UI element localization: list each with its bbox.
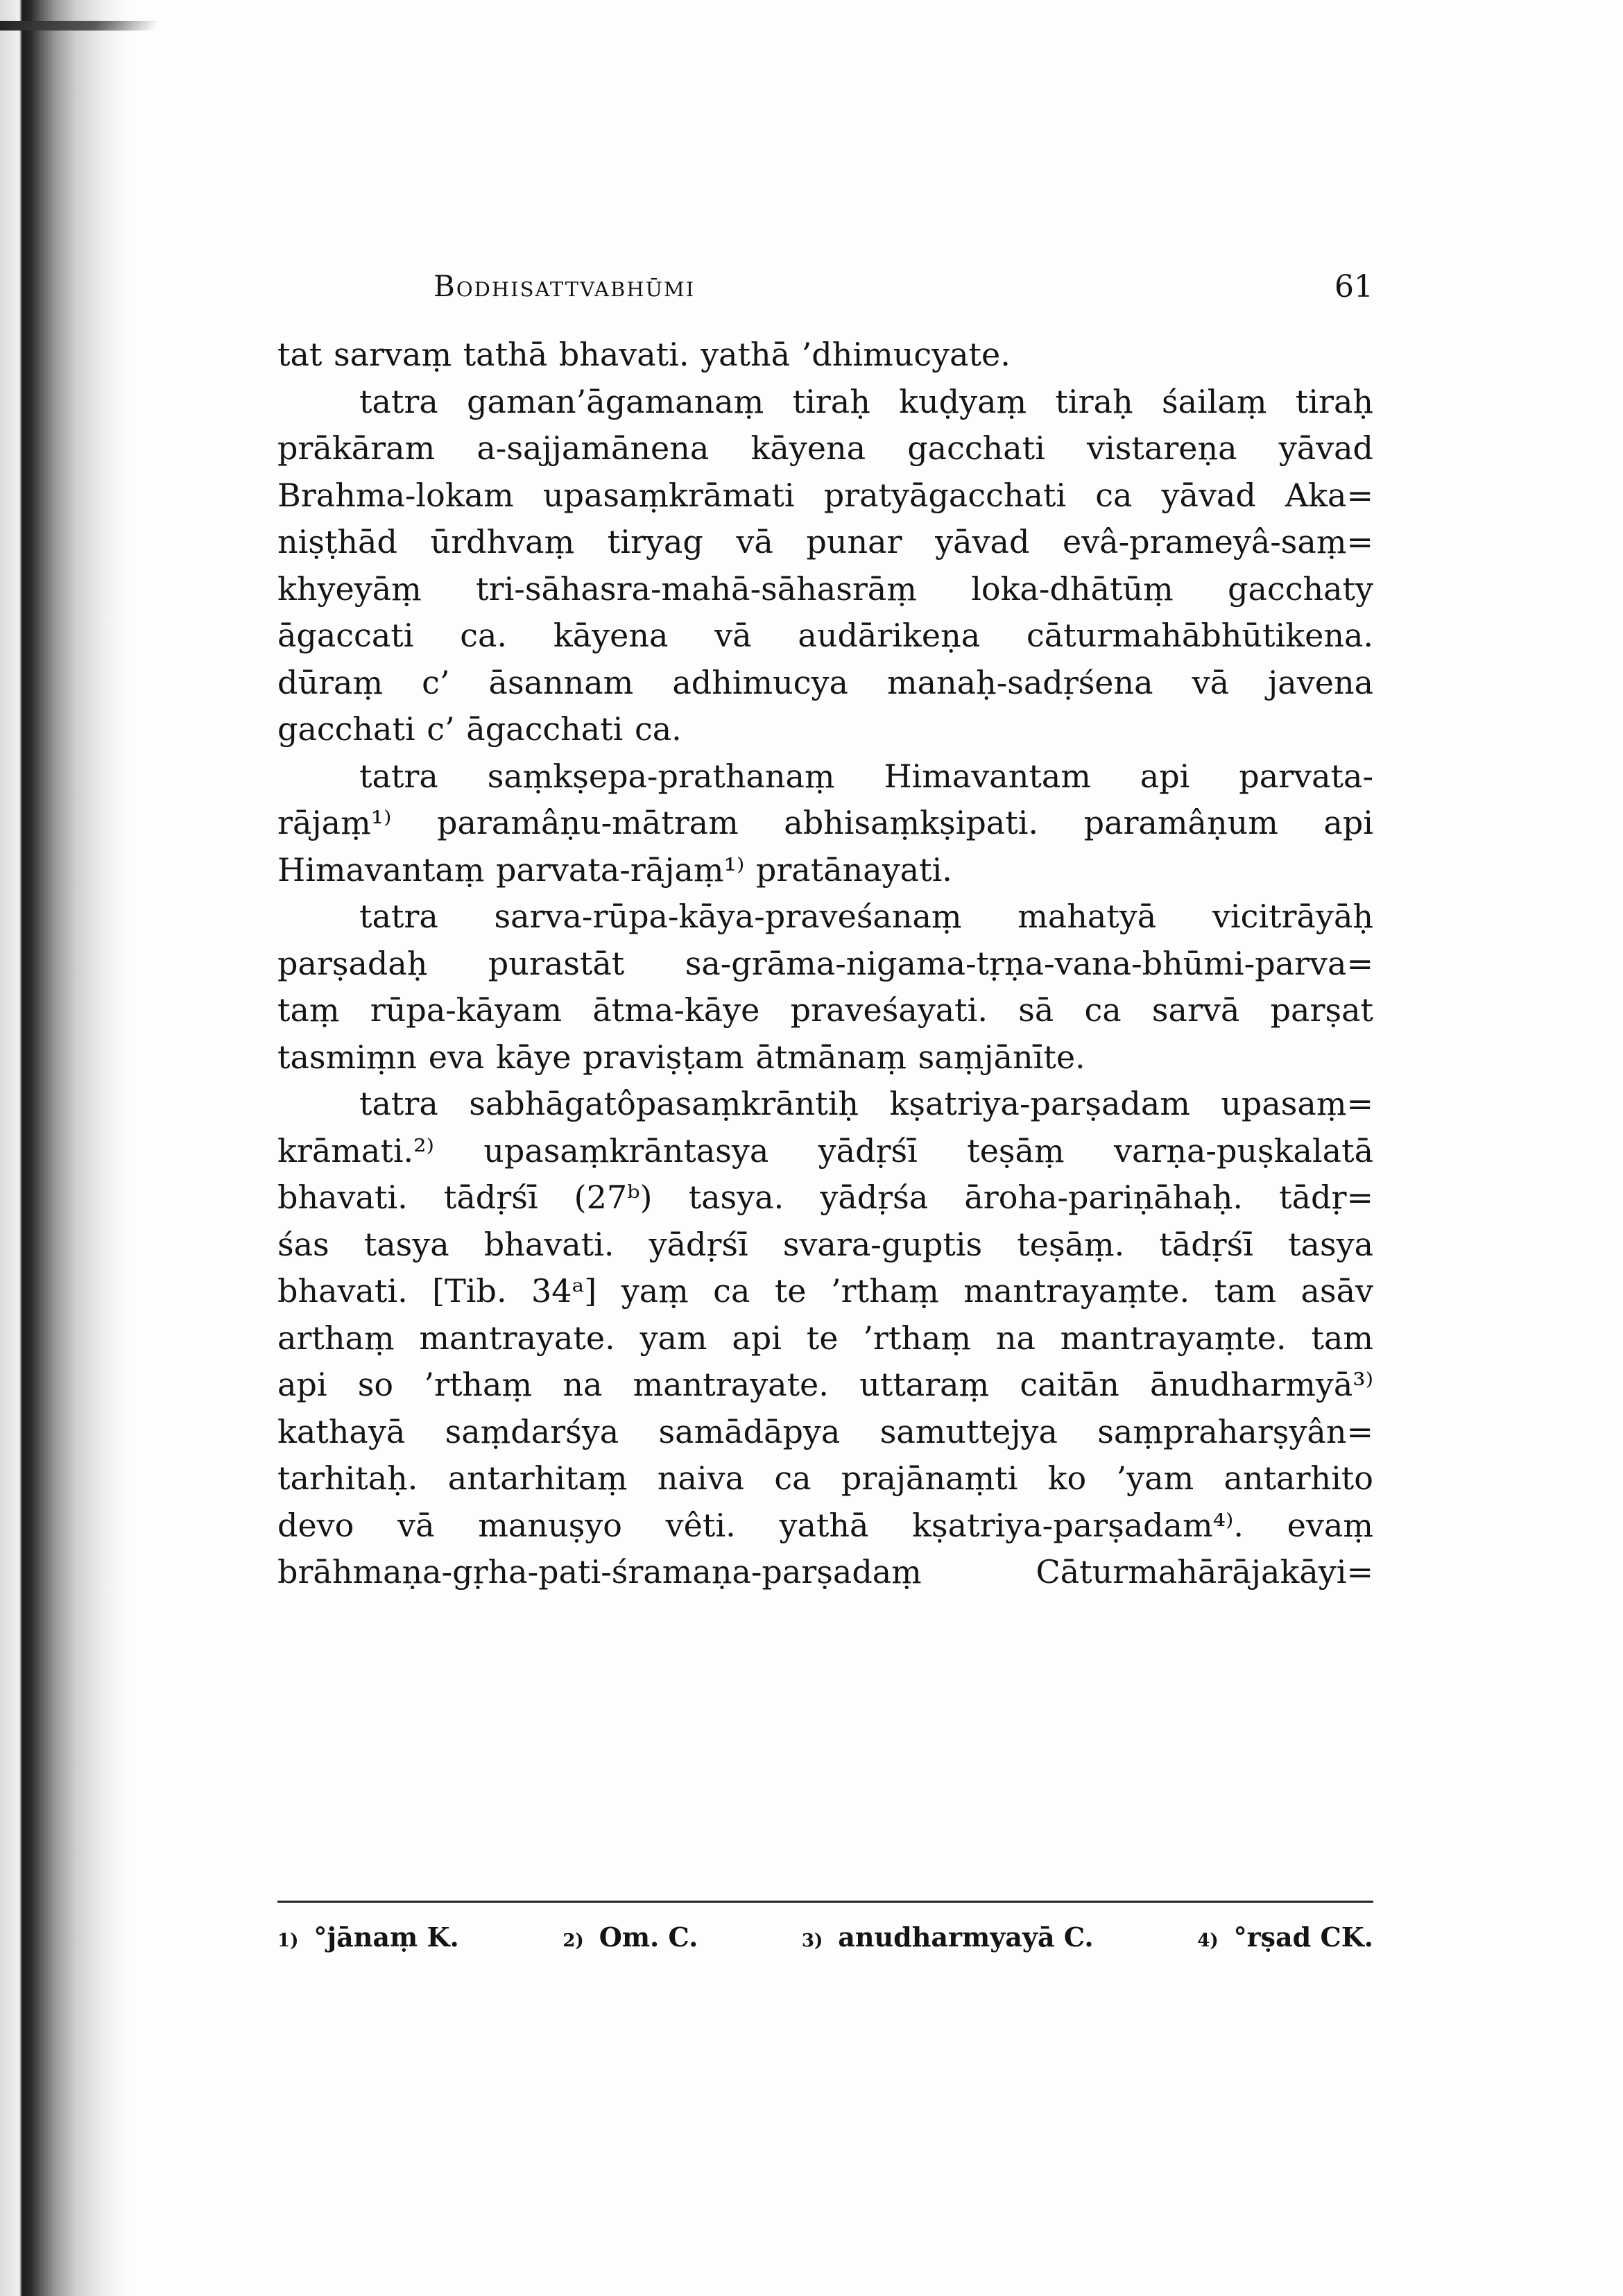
- footnote-text: °rṣad CK.: [1233, 1921, 1373, 1953]
- footnote-mark: 2): [563, 1930, 584, 1951]
- text-line: arthaṃ mantrayate. yam api te ’rthaṃ na mantrayaṃte. tam: [277, 1319, 1373, 1357]
- text-line: Himavantaṃ parvata-rājaṃ¹⁾ pratānayati.: [277, 850, 952, 889]
- text-line: rājaṃ¹⁾ paramâṇu-mātram abhisaṃkṣipati. paramâṇum api: [277, 804, 1373, 841]
- footnote-mark: 3): [801, 1930, 823, 1951]
- footnote: [1197, 1921, 1373, 1953]
- text-line: śas tasya bhavati. yādṛśī svara-guptis teṣāṃ. tādṛśī tasya: [277, 1225, 1373, 1263]
- text-line: tat sarvaṃ tathā bhavati. yathā ’dhimucyate.: [277, 336, 1011, 373]
- text-line: brāhmaṇa-gṛha-pati-śramaṇa-parṣadaṃ Cāturmahārājakāyi=: [277, 1553, 1373, 1591]
- body-text: [277, 332, 1373, 1596]
- text-line: api so ’rthaṃ na mantrayate. uttaraṃ caitān ānudharmyā³⁾: [277, 1366, 1373, 1403]
- text-line: bhavati. tādṛśī (27ᵇ) tasya. yādṛśa āroha-pariṇāhaḥ. tādṛ=: [277, 1179, 1373, 1216]
- page-header: [277, 269, 1373, 311]
- text-line: gacchati c’ āgacchati ca.: [277, 710, 682, 748]
- text-line: tatra sarva-rūpa-kāya-praveśanaṃ mahatyā vicitrāyāḥ: [359, 898, 1373, 935]
- footnote-text: °jānaṃ K.: [314, 1921, 459, 1953]
- text-line: tasmiṃn eva kāye praviṣṭam ātmānaṃ saṃjānīte.: [277, 1038, 1085, 1076]
- footnote-text: Om. C.: [599, 1921, 698, 1953]
- footnote-text: anudharmyayā C.: [838, 1921, 1094, 1953]
- text-line: prākāram a-sajjamānena kāyena gacchati vistareṇa yāvad: [277, 429, 1373, 467]
- text-line: krāmati.²⁾ upasaṃkrāntasya yādṛśī teṣāṃ varṇa-puṣkalatā: [277, 1131, 1373, 1170]
- footnote-rule: [277, 1901, 1373, 1903]
- footnote: [277, 1921, 459, 1953]
- binding-gutter-edge: [0, 21, 160, 31]
- text-line: tatra gaman’āgamanaṃ tiraḥ kuḍyaṃ tiraḥ śailaṃ tiraḥ: [359, 382, 1373, 420]
- text-line: tatra sabhāgatôpasaṃkrāntiḥ kṣatriya-parṣadam upasaṃ=: [359, 1085, 1373, 1122]
- text-line: parṣadaḥ purastāt sa-grāma-nigama-tṛṇa-vana-bhūmi-parva=: [277, 944, 1373, 982]
- text-line: dūraṃ c’ āsannam adhimucya manaḥ-sadṛśena vā javena: [277, 663, 1373, 701]
- text-line: bhavati. [Tib. 34ᵃ] yaṃ ca te ’rthaṃ mantrayaṃte. tam asāv: [277, 1272, 1373, 1310]
- binding-gutter-shadow: [0, 0, 132, 2296]
- text-line: Brahma-lokam upasaṃkrāmati pratyāgacchati ca yāvad Aka=: [277, 476, 1373, 514]
- text-line: kathayā saṃdarśya samādāpya samuttejya saṃpraharṣyân=: [277, 1412, 1373, 1450]
- text-line: tarhitaḥ. antarhitaṃ naiva ca prajānaṃti ko ’yam antarhito: [277, 1459, 1373, 1497]
- running-title: Bodhisattvabhūmi: [433, 269, 696, 303]
- page-number: 61: [1334, 269, 1373, 305]
- text-line: āgaccati ca. kāyena vā audārikeṇa cāturmahābhūtikena.: [277, 617, 1373, 654]
- footnote: [802, 1921, 1094, 1953]
- text-line: devo vā manuṣyo vêti. yathā kṣatriya-parṣadam⁴⁾. evaṃ: [277, 1506, 1373, 1544]
- footnote-mark: 1): [277, 1930, 299, 1951]
- footnote: [563, 1921, 698, 1953]
- footnotes: [277, 1921, 1373, 1953]
- text-line: tatra saṃkṣepa-prathanaṃ Himavantam api parvata-: [359, 757, 1373, 795]
- text-line: khyeyāṃ tri-sāhasra-mahā-sāhasrāṃ loka-dhātūṃ gacchaty: [277, 569, 1373, 608]
- footnote-mark: 4): [1197, 1930, 1219, 1951]
- text-line: niṣṭhād ūrdhvaṃ tiryag vā punar yāvad evâ-prameyâ-saṃ=: [277, 523, 1373, 560]
- text-line: taṃ rūpa-kāyam ātma-kāye praveśayati. sā ca sarvā parṣat: [277, 991, 1373, 1029]
